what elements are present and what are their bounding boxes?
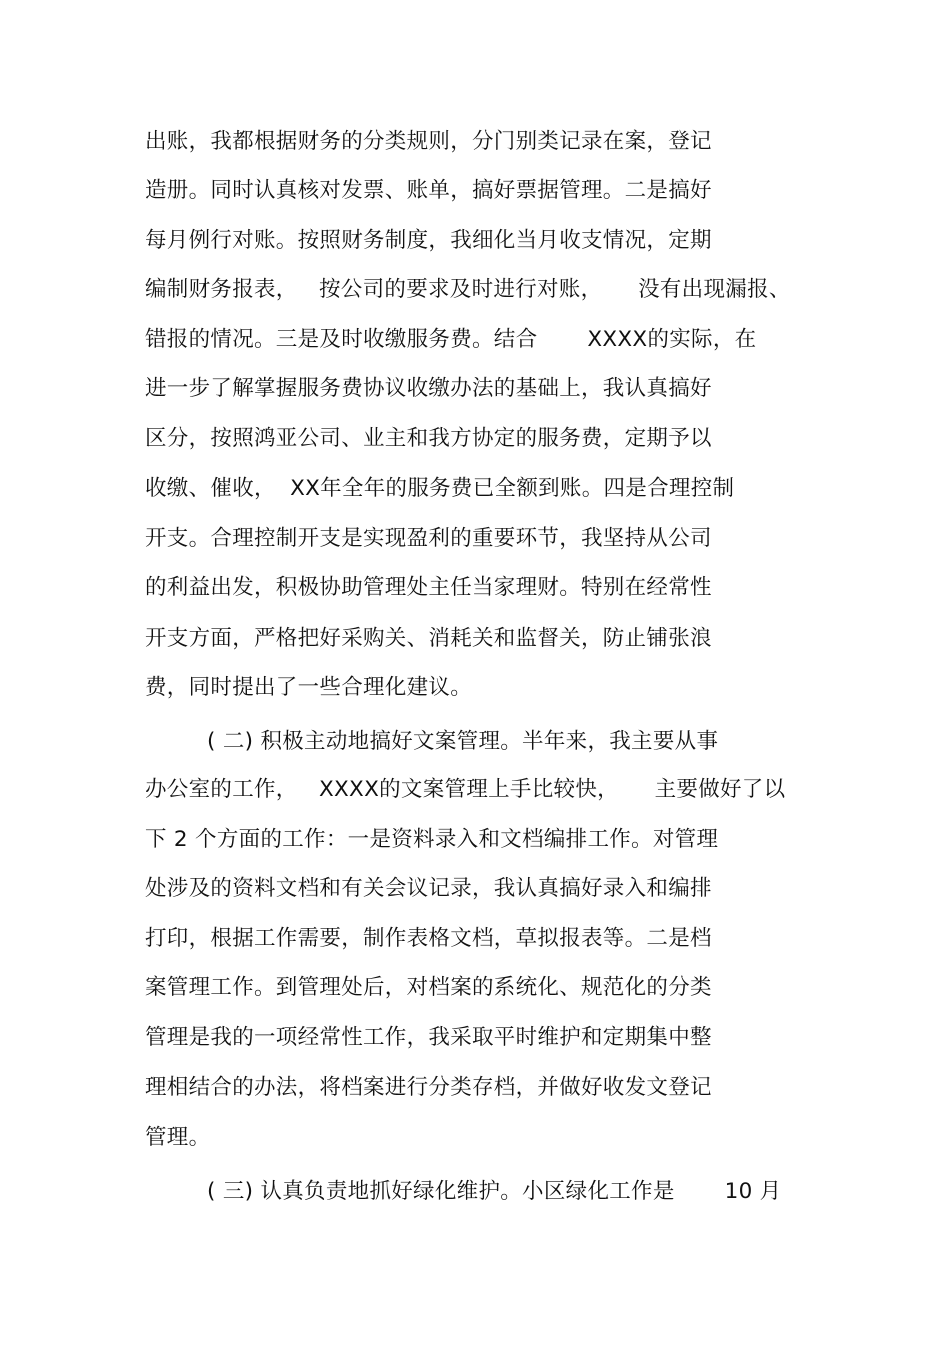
text-line: 处涉及的资料文档和有关会议记录，我认真搞好录入和编排 xyxy=(145,876,712,901)
text-line: 案管理工作。到管理处后，对档案的系统化、规范化的分类 xyxy=(145,975,712,1000)
text-line: 区分，按照鸿亚公司、业主和我方协定的服务费，定期予以 xyxy=(145,426,712,451)
text-line: 办公室的工作， XXXX的文案管理上手比较快， 主要做好了以 xyxy=(145,777,786,802)
text-line: 每月例行对账。按照财务制度，我细化当月收支情况，定期 xyxy=(145,228,712,253)
text-line: 费，同时提出了一些合理化建议。 xyxy=(145,675,473,700)
text-line: 的利益出发，积极协助管理处主任当家理财。特别在经常性 xyxy=(145,575,712,600)
text-line: 出账，我都根据财务的分类规则，分门别类记录在案，登记 xyxy=(145,129,712,154)
text-line: 造册。同时认真核对发票、账单，搞好票据管理。二是搞好 xyxy=(145,178,712,203)
text-line: 下 2 个方面的工作：一是资料录入和文档编排工作。对管理 xyxy=(145,827,719,852)
text-line: 编制财务报表， 按公司的要求及时进行对账， 没有出现漏报、 xyxy=(145,277,791,302)
text-line: 收缴、催收， XX年全年的服务费已全额到账。四是合理控制 xyxy=(145,476,735,501)
section-heading-line: ( 二) 积极主动地搞好文案管理。半年来，我主要从事 xyxy=(207,729,719,754)
text-line: 开支方面，严格把好采购关、消耗关和监督关，防止铺张浪 xyxy=(145,626,712,651)
text-line: 开支。合理控制开支是实现盈利的重要环节，我坚持从公司 xyxy=(145,526,712,551)
text-line: 错报的情况。三是及时收缴服务费。结合 XXXX的实际，在 xyxy=(145,327,757,352)
section-heading-line: ( 三) 认真负责地抓好绿化维护。小区绿化工作是 10 月 xyxy=(207,1179,782,1204)
text-line: 理相结合的办法，将档案进行分类存档，并做好收发文登记 xyxy=(145,1075,712,1100)
text-line: 打印，根据工作需要，制作表格文档，草拟报表等。二是档 xyxy=(145,926,712,951)
text-line: 进一步了解掌握服务费协议收缴办法的基础上，我认真搞好 xyxy=(145,376,712,401)
text-line: 管理。 xyxy=(145,1125,211,1150)
text-line: 管理是我的一项经常性工作，我采取平时维护和定期集中整 xyxy=(145,1025,712,1050)
